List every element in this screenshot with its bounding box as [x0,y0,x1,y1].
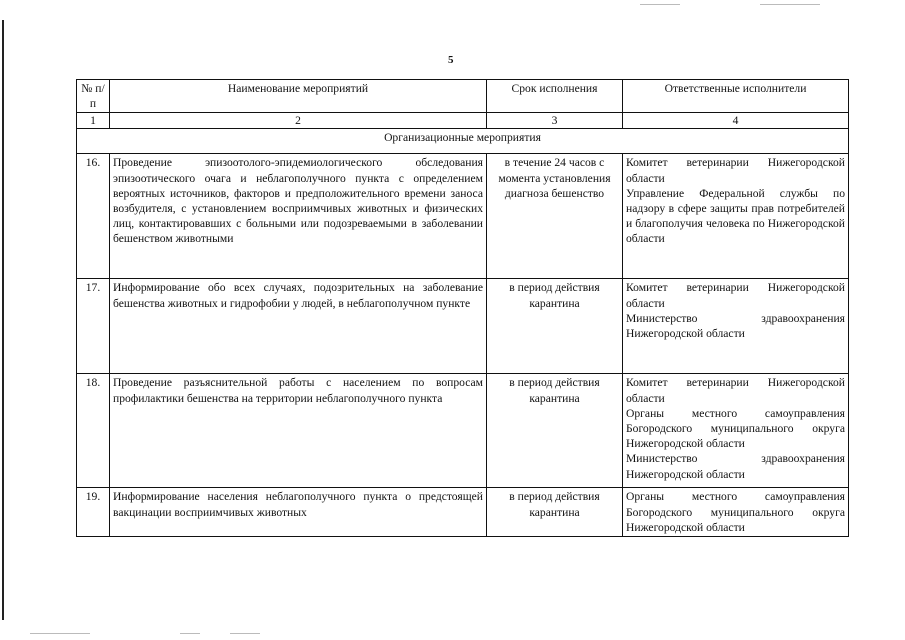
header-num: № п/п [77,80,110,113]
row-number: 16. [77,154,110,279]
measure-executors [623,488,849,537]
column-number: 4 [623,113,849,129]
column-numbers-row [77,113,849,129]
executor: Министерство здравоохранения Нижегородской области [626,311,845,341]
scan-artifact [180,633,200,634]
measure-term: в период действия карантина [487,374,623,488]
page-number: 5 [448,54,454,66]
measure-executors [623,279,849,374]
measure-name: Проведение разъяснительной работы с населением по вопросам профилактики бешенства на территории неблагополучного пункта [110,374,487,488]
scan-artifact [640,4,680,5]
executor: Комитет ветеринарии Нижегородской области [626,281,845,310]
measure-term: в течение 24 часов с момента установления диагноза бешенство [487,154,623,279]
table-row [77,374,849,488]
measure-name: Информирование обо всех случаях, подозрительных на заболевание бешенства животных и гидрофобии у людей, в неблагополучном пункте [110,279,487,374]
measure-term: в период действия карантина [487,488,623,537]
scan-artifact [30,633,90,634]
header-executors: Ответственные исполнители [623,80,849,113]
table-row [77,279,849,374]
column-number: 2 [110,113,487,129]
scan-artifact [230,633,260,634]
row-number: 19. [77,488,110,537]
scan-artifact [760,4,820,5]
column-number: 3 [487,113,623,129]
measure-name: Проведение эпизоотолого-эпидемиологического обследования эпизоотического очага и неблагополучного пункта с определением вероятных источников, факторов и предположительного времени заноса возбудителя, с установлением восприимчивых животных и физических лиц, контактировавших с больными или подозреваемыми в заболевании бешенством животными [110,154,487,279]
row-number: 18. [77,374,110,488]
executor: Комитет ветеринарии Нижегородской области [626,376,845,405]
executor: Министерство здравоохранения Нижегородской области [626,452,845,481]
executor: Управление Федеральной службы по надзору в сфере защиты прав потребителей и благополучия человека по Нижегородской области [626,186,845,246]
section-row [77,129,849,154]
row-number: 17. [77,279,110,374]
header-name: Наименование мероприятий [110,80,487,113]
measure-executors [623,374,849,488]
measure-term: в период действия карантина [487,279,623,374]
measure-executors [623,154,849,279]
header-term: Срок исполнения [487,80,623,113]
table-row [77,488,849,537]
executor: Органы местного самоуправления Богородского муниципального округа Нижегородской области [626,490,845,534]
section-title: Организационные мероприятия [77,129,849,154]
table-header-row [77,80,849,113]
executor: Органы местного самоуправления Богородского муниципального округа Нижегородской области [626,406,845,451]
measure-name: Информирование населения неблагополучного пункта о предстоящей вакцинации восприимчивых животных [110,488,487,537]
measures-table [76,79,849,537]
table-row [77,154,849,279]
column-number: 1 [77,113,110,129]
executor: Комитет ветеринарии Нижегородской области [626,156,845,185]
scan-page-edge [2,20,4,620]
